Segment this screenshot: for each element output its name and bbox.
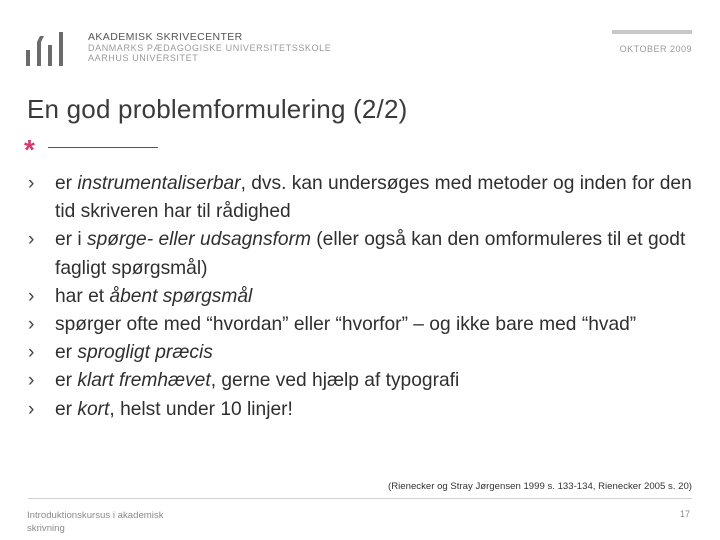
org-sub-2: AARHUS UNIVERSITET [88,53,199,64]
org-name: AKADEMISK SKRIVECENTER [88,31,243,43]
bullet-text: , helst under 10 linjer! [109,398,293,420]
bullet-text: er [55,370,78,392]
bullet-emphasis: kort [77,398,110,420]
bullet-emphasis: sprogligt præcis [77,342,213,364]
bullet-text: , dvs. kan undersøges med metoder og inden for den tid skriveren har til rådighed [55,173,692,223]
header-organization [88,31,331,64]
bullet-emphasis: åbent spørgsmål [109,285,253,307]
footer-course: Introduktionskursus i akademisk skrivning [27,510,164,534]
bullet-text: er [55,173,78,194]
bullet-marker-icon: › [28,285,35,307]
title-underline [48,147,158,148]
bullet-marker-icon: › [28,173,35,194]
bullet-emphasis: instrumentaliserbar [77,173,241,194]
bullet-emphasis: klart fremhævet [77,370,211,392]
bullet-item [28,311,700,339]
bullet-item [28,396,700,424]
bullet-item [28,367,700,395]
bullet-text: er i [55,229,87,251]
org-sub-1: DANMARKS PÆDAGOGISKE UNIVERSITETSSKOLE [88,43,332,54]
bullet-text: har et [55,285,110,307]
bullet-text: (eller også kan den omformuleres til et godt fagligt spørgsmål) [55,229,686,279]
aarhus-university-logo-icon [26,32,68,66]
bullet-marker-icon: › [28,229,35,251]
header-bar [612,30,692,34]
bullet-marker-icon: › [28,398,35,420]
date-label: OKTOBER 2009 [619,44,692,54]
bullet-list [28,170,700,424]
bullet-item [28,170,700,226]
bullet-emphasis: spørge- eller udsagnsform [87,229,311,251]
bullet-text: er [55,398,78,420]
page-number: 17 [679,509,690,519]
bullet-marker-icon: › [28,342,35,364]
bullet-text: , gerne ved hjælp af typografi [210,370,460,392]
citation: (Rienecker og Stray Jørgensen 1999 s. 133-134, Rienecker 2005 s. 20) [388,481,692,492]
bullet-item [28,283,700,311]
slide-title: En god problemformulering (2/2) [27,94,408,124]
bullet-item [28,226,700,282]
bullet-item [28,339,700,367]
bullet-text: spørger ofte med “hvordan” eller “hvorfor” – og ikke bare med “hvad” [55,314,637,336]
asterisk-icon: * [24,134,35,165]
bullet-text: er [55,342,78,364]
footer-divider [28,498,692,499]
bullet-marker-icon: › [28,370,35,392]
bullet-marker-icon: › [28,314,35,336]
